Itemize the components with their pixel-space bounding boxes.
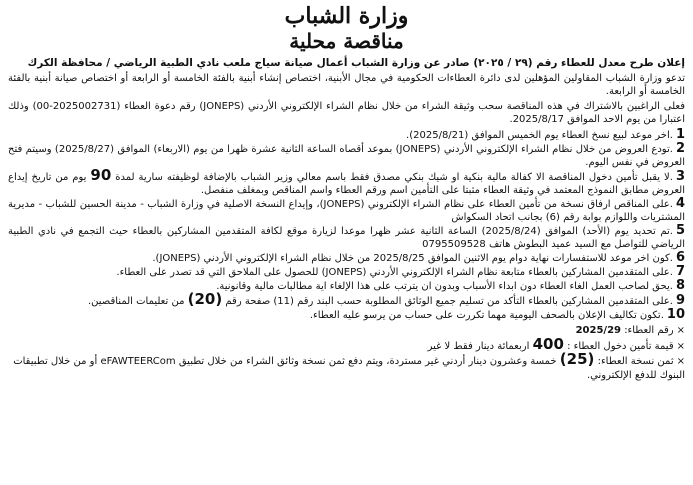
clause-item: 1.اخر موعد لبيع نسخ العطاء يوم الخميس الموافق (2025/8/21). [406,127,685,142]
bullet-icon: × [676,325,685,336]
clause-item: 7.على المتقدمين المشاركين بالعطاء متابعة نظام الشراء الإلكتروني الأردني (JONEPS) للحصول على الملاحق التي قد تصدر على العطاء. [116,264,685,279]
notice-heading: إعلان طرح معدل للعطاء رقم (٢٩ / ٢٠٢٥) صادر عن وزارة الشباب أعمال صيانة سياج ملعب نادي الطبية الرياضي / محافظة الكرك [27,57,685,69]
clause-text: تكون تكاليف الإعلان بالصحف اليومية مهما تكررت على حساب من يرسو عليه العطاء. [309,310,661,321]
clause-text: اخر موعد لبيع نسخ العطاء يوم الخميس الموافق (2025/8/21). [406,130,670,141]
bullet-icon: × [676,340,685,352]
clause-text: تودع العروض من خلال نظام الشراء الإلكتروني الأردني (JONEPS) بموعد أقصاه الساعة الثانية عشرة ظهرا من يوم (الاربعاء) الموافق (2025/8/27) وسيتم فتح العروض في نفس اليوم. [8,144,685,168]
clause-number: 7 [675,264,685,279]
clauses-list [8,128,685,322]
price-amount: (25) [559,350,595,368]
clause-number: 10 [666,307,685,322]
guarantee-label: قيمة تأمين دخول العطاء : [567,340,674,352]
tender-number-line [8,324,685,338]
clause-text: كون اخر موعد للاستفسارات نهاية دوام يوم الاثنين الموافق 2025/8/25 من خلال نظام الشراء الإلكتروني الأردني (JONEPS). [152,253,670,264]
clause-number: 5 [675,223,685,238]
bullet-icon: × [676,356,685,367]
clause-item: 4.على المناقص ارفاق نسخة من تأمين العطاء على نظام الشراء الإلكتروني (JONEPS)، وإيداع النسخة الاصلية في وزارة الشباب - مدينة الحسين للشباب - مديرية المشتريات واللوازم بوابة رقم (6) بجانب اتحاد السكواش [8,196,685,223]
notice-type-title: مناقصة محلية [289,29,404,53]
clause-text: يحق لصاحب العمل الغاء العطاء دون ابداء الأسباب وبدون ان يترتب على هذا الإلغاء اية مطالبات مالية وقانونية. [216,281,670,292]
clause-text: على المتقدمين المشاركين بالعطاء متابعة نظام الشراء الإلكتروني الأردني (JONEPS) للحصول على الملاحق التي قد تصدر على العطاء. [116,267,670,278]
joneps-paragraph: فعلى الراغبين بالاشتراك في هذه المناقصة سحب وثيقة الشراء من خلال نظام الشراء الإلكتروني الأردني (JONEPS) رقم دعوة العطاء (2025002731-00) وذلك اعتبارا من يوم الاحد الموافق 2025/8/17. [8,101,685,125]
clause-text: لا يقبل تأمين دخول المناقصة الا كفالة مالية بنكية او شيك بنكي مصدق فقط باسم معالي وزير الشباب بالإضافة لوظيفته سارية لمدة [111,172,670,183]
tender-summary [8,324,685,382]
price-label: ثمن نسخة العطاء: [597,356,674,367]
clause-highlight: (20) [187,290,223,308]
clause-number: 8 [675,278,685,293]
tender-number-value: 2025/29 [575,325,621,336]
clause-text: على المناقص ارفاق نسخة من تأمين العطاء على نظام الشراء الإلكتروني (JONEPS)، وإيداع النسخة الاصلية في وزارة الشباب - مدينة الحسين للشباب - مديرية المشتريات واللوازم بوابة رقم (6) بجانب اتحاد السكواش [8,199,685,223]
clause-number: 3 [675,169,685,184]
price-text: خمسة وعشرون دينار أردني غير مستردة، ويتم دفع ثمن نسخة وثائق الشراء من خلال تطبيق eFAWTEERCom أو من خلال تطبيقات البنوك للدفع الإلكتروني. [13,356,685,381]
clause-number: 4 [675,196,685,211]
guarantee-text: اربعمائة دينار فقط لا غير [427,340,530,352]
clause-item: 8.يحق لصاحب العمل الغاء العطاء دون ابداء الأسباب وبدون ان يترتب على هذا الإلغاء اية مطالبات مالية وقانونية. [216,278,685,293]
clause-item: 3.لا يقبل تأمين دخول المناقصة الا كفالة مالية بنكية او شيك بنكي مصدق فقط باسم معالي وزير الشباب بالإضافة لوظيفته سارية لمدة 90 يوم من تاريخ إيداع العروض مطابق النموذج المعتمد في وثيقة العطاء مثبتا على التأمين اسم ورقم العطاء واسم المناقص وبمغلف منفصل. [8,166,685,196]
intro-paragraph: تدعو وزارة الشباب المقاولين المؤهلين لدى دائرة العطاءات الحكومية في مجال الأبنية، اختصاص إنشاء أبنية بالفئة الخامسة أو الرابعة أو اختصاص صيانة أبنية بالفئة الخامسة أو الرابعة. [8,73,685,97]
clause-text: يوم من تاريخ إيداع العروض مطابق النموذج المعتمد في وثيقة العطاء مثبتا على التأمين اسم ورقم العطاء واسم المناقص وبمغلف منفصل. [8,172,685,196]
clause-number: 6 [675,250,685,265]
clause-item: 5.تم تحديد يوم (الأحد) الموافق (2025/8/24) الساعة الثانية عشر ظهرا موعدا لزيارة موقع لكافة المتقدمين المشاركين بالعطاء حيث التجمع في نادي الطبية الرياضي للتواصل مع السيد عميد البطوش هاتف 0795509528 [8,223,685,250]
tender-number-label: رقم العطاء: [624,325,674,336]
clause-highlight: 90 [90,166,112,184]
clause-item: 10.تكون تكاليف الإعلان بالصحف اليومية مهما تكررت على حساب من يرسو عليه العطاء. [309,307,685,322]
clause-number: 1 [675,127,685,142]
clause-number: 2 [675,141,685,156]
clause-number: 9 [675,293,685,308]
clause-text: من تعليمات المناقصين. [88,296,188,307]
clause-text: على المتقدمين المشاركين بالعطاء التأكد من تسليم جميع الوثائق المطلوبة حسب البند رقم (11) صفحة رقم [222,296,670,307]
price-line [8,350,685,382]
clause-item: 2.تودع العروض من خلال نظام الشراء الإلكتروني الأردني (JONEPS) بموعد أقصاه الساعة الثانية عشرة ظهرا من يوم (الاربعاء) الموافق (2025/8/27) وسيتم فتح العروض في نفس اليوم. [8,141,685,168]
clause-text: تم تحديد يوم (الأحد) الموافق (2025/8/24) الساعة الثانية عشر ظهرا موعدا لزيارة موقع لكافة المتقدمين المشاركين بالعطاء حيث التجمع في نادي الطبية الرياضي للتواصل مع السيد عميد البطوش هاتف 0795509528 [8,226,685,250]
clause-item: 9.على المتقدمين المشاركين بالعطاء التأكد من تسليم جميع الوثائق المطلوبة حسب البند رقم (11) صفحة رقم (20) من تعليمات المناقصين. [88,290,685,308]
ministry-title: وزارة الشباب [284,3,409,29]
clause-item: 6.كون اخر موعد للاستفسارات نهاية دوام يوم الاثنين الموافق 2025/8/25 من خلال نظام الشراء الإلكتروني الأردني (JONEPS). [152,250,685,265]
guarantee-amount: 400 [532,334,564,353]
